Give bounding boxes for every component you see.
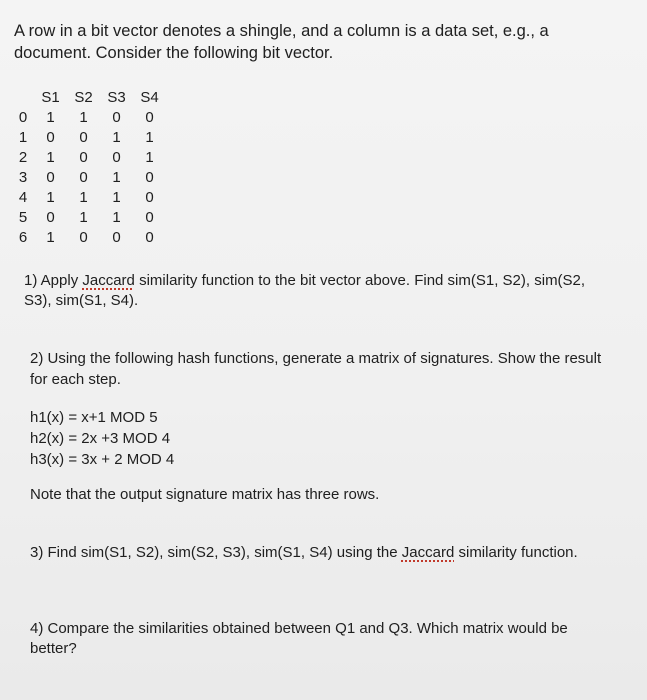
bit-cell: 0 [145,168,154,186]
question-2: 2) Using the following hash functions, generate a matrix of signatures. Show the result for each step. [30,350,602,388]
bit-cell: 1 [79,188,88,206]
row-index: 4 [18,188,28,206]
bit-vector-table [12,87,166,247]
hash-function-h3: h3(x) = 3x + 2 MOD 4 [30,451,175,468]
header-s3: S3 [107,88,126,106]
bit-cell: 0 [79,228,88,246]
bit-cell: 1 [79,208,88,226]
bit-cell: 0 [112,228,121,246]
bit-cell: 0 [79,128,88,146]
table-row [12,187,166,207]
table-row [12,107,166,127]
question-3-text-end: similarity function. [454,544,578,561]
question-1-text-start: 1) Apply [24,272,83,289]
row-index: 6 [18,228,28,246]
question-3-jaccard-term: Jaccard [401,544,455,561]
bit-cell: 1 [112,208,121,226]
bit-cell: 1 [112,168,121,186]
bit-cell: 0 [145,188,154,206]
row-index: 0 [18,108,28,126]
question-1-jaccard-term: Jaccard [82,272,135,289]
signature-note: Note that the output signature matrix has three rows. [30,486,380,503]
bit-cell: 0 [112,108,121,126]
table-row [12,127,166,147]
bit-cell: 1 [145,148,154,166]
bit-cell: 1 [112,188,121,206]
header-s4: S4 [140,88,159,106]
bit-cell: 1 [112,128,121,146]
bit-cell: 1 [46,188,55,206]
question-4: 4) Compare the similarities obtained between Q1 and Q3. Which matrix would be better? [30,620,568,657]
header-s2: S2 [74,88,93,106]
bit-cell: 0 [112,148,121,166]
row-index: 1 [18,128,28,146]
question-3 [30,543,610,563]
hash-function-list [30,407,174,470]
header-index-cell [12,87,34,107]
bit-cell: 0 [145,228,154,246]
bit-cell: 0 [79,168,88,186]
hash-function-h2: h2(x) = 2x +3 MOD 4 [30,430,171,447]
bit-cell: 0 [79,148,88,166]
bit-cell: 0 [46,168,55,186]
header-s1: S1 [41,88,60,106]
question-1-text-end: similarity function to the bit vector above. Find sim(S1, S2), sim(S2, S3), sim(S1, S4). [24,272,586,309]
question-3-text-start: 3) Find sim(S1, S2), sim(S2, S3), sim(S1, S4) using the [30,544,402,561]
question-1 [24,271,604,311]
bit-cell: 1 [46,228,55,246]
bit-cell: 0 [145,108,154,126]
table-header-row [12,87,166,107]
table-row [12,207,166,227]
bit-cell: 0 [46,208,55,226]
bit-cell: 0 [46,128,55,146]
table-row [12,167,166,187]
row-index: 2 [18,148,28,166]
table-row [12,227,166,247]
bit-cell: 1 [46,108,55,126]
bit-cell: 1 [145,128,154,146]
table-row [12,147,166,167]
row-index: 5 [18,208,28,226]
hash-function-h1: h1(x) = x+1 MOD 5 [30,409,158,426]
row-index: 3 [18,168,28,186]
bit-cell: 1 [79,108,88,126]
bit-cell: 1 [46,148,55,166]
bit-cell: 0 [145,208,154,226]
intro-text: A row in a bit vector denotes a shingle, and a column is a data set, e.g., a document. Consider the following bit vector. [14,22,549,62]
